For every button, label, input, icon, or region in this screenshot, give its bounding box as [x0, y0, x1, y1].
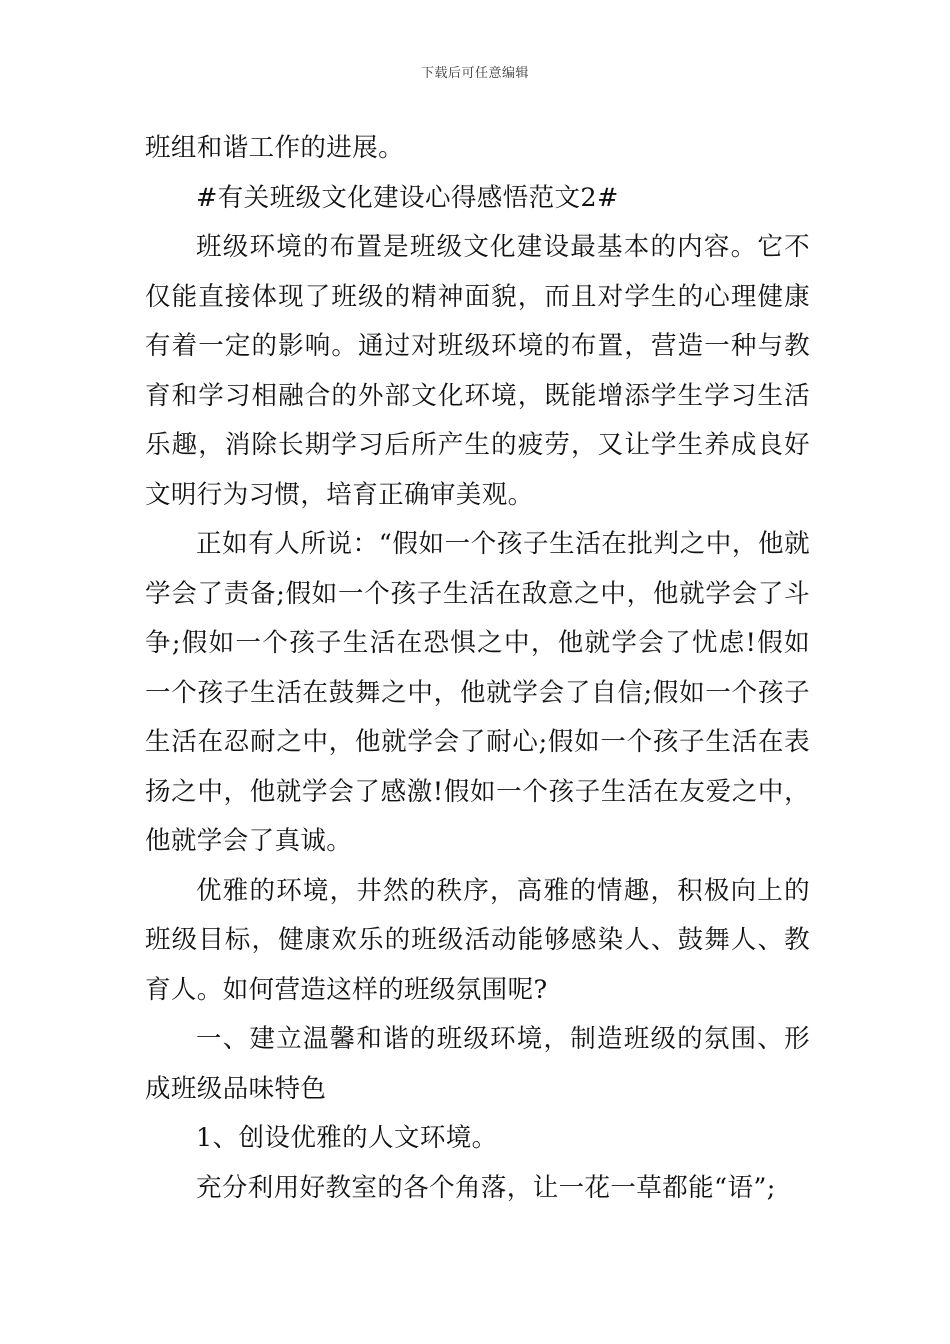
document-body	[145, 124, 810, 1213]
section-heading: #有关班级文化建设心得感悟范文2#	[196, 182, 619, 213]
list-item: 1、创设优雅的人文环境。	[196, 1123, 498, 1153]
paragraph: 优雅的环境，井然的秩序，高雅的情趣，积极向上的班级目标，健康欢乐的班级活动能够感染人、鼓舞人、教育人。如何营造这样的班级氛围呢?	[145, 875, 810, 1005]
subheading: 一、建立温馨和谐的班级环境，制造班级的氛围、形成班级品味特色	[145, 1024, 810, 1104]
page-header: 下载后可任意编辑	[420, 66, 529, 81]
paragraph-continuation: 班组和谐工作的进展。	[145, 133, 405, 163]
paragraph: 正如有人所说：“假如一个孩子生活在批判之中，他就学会了责备;假如一个孩子生活在敌意之中，他就学会了斗争;假如一个孩子生活在恐惧之中，他就学会了忧虑!假如一个孩子生活在鼓舞之中，他就学会了自信;假如一个孩子生活在忍耐之中，他就学会了耐心;假如一个孩子生活在表扬之中，他就学会了感激!假如一个孩子生活在友爱之中，他就学会了真诚。	[145, 529, 810, 856]
paragraph: 充分利用好教室的各个角落，让一花一草都能“语”;	[196, 1172, 776, 1203]
paragraph: 班级环境的布置是班级文化建设最基本的内容。它不仅能直接体现了班级的精神面貌，而且对学生的心理健康有着一定的影响。通过对班级环境的布置，营造一种与教育和学习相融合的外部文化环境，既能增添学生学习生活乐趣，消除长期学习后所产生的疲劳，又让学生养成良好文明行为习惯，培育正确审美观。	[145, 232, 810, 510]
